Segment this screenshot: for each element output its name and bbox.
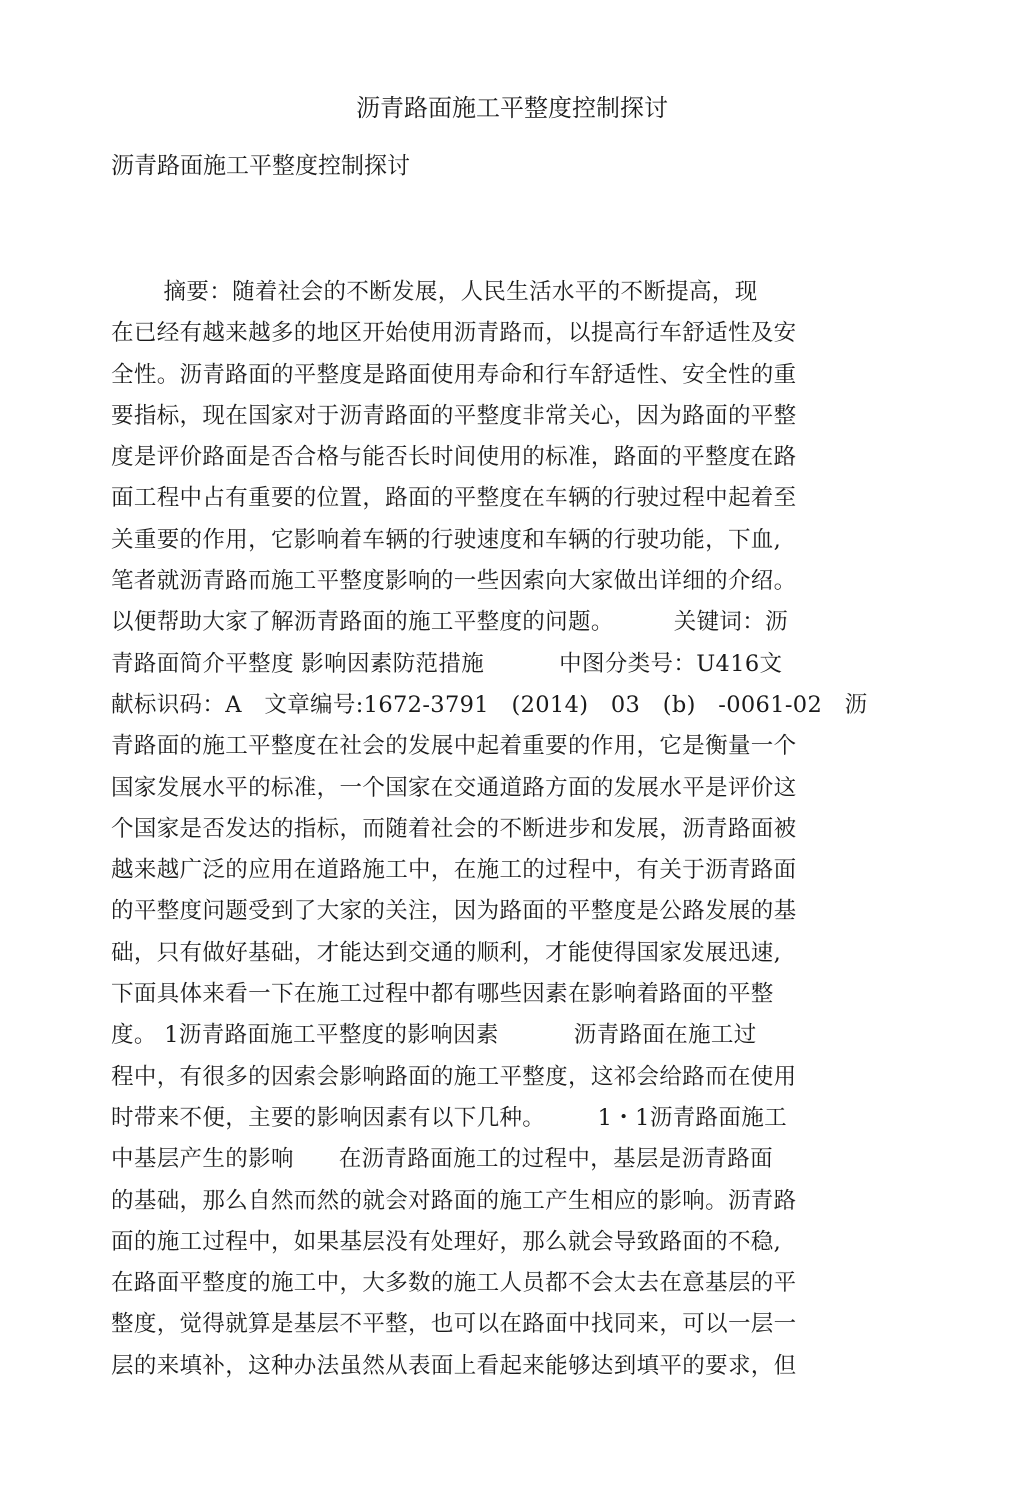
body-text-line: 以便帮助大家了解沥青路面的施工平整度的问题。 关键词：沥	[111, 609, 788, 636]
body-text-line: 的平整度问题受到了大家的关注，因为路面的平整度是公路发展的基	[111, 898, 797, 925]
body-text-line: 面工程中占有重要的位置，路面的平整度在车辆的行驶过程中起着至	[111, 485, 797, 512]
body-text-line: 整度，觉得就算是基层不平整，也可以在路面中找同来，可以一层一	[111, 1311, 797, 1338]
body-text-line: 的基础，那么自然而然的就会对路面的施工产生相应的影响。沥青路	[111, 1187, 797, 1214]
body-text-line: 中基层产生的影响 在沥青路面施工的过程中，基层是沥青路面	[111, 1146, 773, 1173]
body-text-line: 摘要：随着社会的不断发展，人民生活水平的不断提高，现	[111, 279, 758, 305]
body-text-line: 程中，有很多的因索会影响路面的施工平整度，这祁会给路而在使用	[111, 1063, 797, 1090]
document-subtitle: 沥青路面施工平整度控制探讨	[111, 153, 410, 179]
body-text-line: 础，只有做好基础，才能达到交通的顺利，才能使得国家发展迅速,	[111, 939, 782, 966]
body-text-line: 国家发展水平的标准，一个国家在交通道路方面的发展水平是评价这	[111, 774, 797, 801]
body-text-line: 个国家是否发达的指标，而随着社会的不断进步和发展，沥青路面被	[111, 815, 797, 842]
body-text-line: 青路面简介平整度 影响因素防范措施 中图分类号：U416文	[111, 650, 783, 677]
body-text-line: 度。 1沥青路面施工平整度的影响因素 沥青路面在施工过	[111, 1022, 757, 1049]
body-text-line: 在已经有越来越多的地区开始使用沥青路而，以提高行车舒适性及安	[111, 320, 797, 347]
body-text-line: 下面具体来看一下在施工过程中都有哪些因素在影响着路面的平整	[111, 981, 774, 1008]
body-text-line: 度是评价路面是否合格与能否长时间使用的标准，路面的平整度在路	[111, 444, 797, 471]
body-text-line: 要指标，现在国家对于沥青路面的平整度非常关心，因为路面的平整	[111, 402, 797, 429]
body-text-line: 时带来不便，主要的影响因素有以下几种。 1・1沥青路面施工	[111, 1104, 787, 1131]
body-text-line: 在路面平整度的施工中，大多数的施工人员都不会太去在意基层的平	[111, 1270, 797, 1297]
body-text-line: 笔者就沥青路而施工平整度影响的一些因索向大家做出详细的介绍。	[111, 568, 797, 595]
document-title: 沥青路面施工平整度控制探讨	[356, 94, 668, 122]
body-text-line: 青路面的施工平整度在社会的发展中起着重要的作用，它是衡量一个	[111, 733, 797, 760]
body-text-line: 越来越广泛的应用在道路施工中，在施工的过程中，有关于沥青路面	[111, 857, 797, 884]
body-text-line: 层的来填补，这种办法虽然从表面上看起来能够达到填平的要求，但	[111, 1352, 797, 1379]
body-text-line: 全性。沥青路面的平整度是路面使用寿命和行车舒适性、安全性的重	[111, 361, 797, 388]
body-text-line: 关重要的作用，它影响着车辆的行驶速度和车辆的行驶功能，下血,	[111, 526, 782, 553]
document-body	[111, 272, 921, 1387]
body-text-line: 献标识码：A 文章编号:1672-3791 (2014) 03 (b) -0061-02 沥	[111, 691, 868, 718]
body-text-line: 面的施工过程中，如果基层没有处理好，那么就会导致路面的不稳,	[111, 1228, 782, 1255]
